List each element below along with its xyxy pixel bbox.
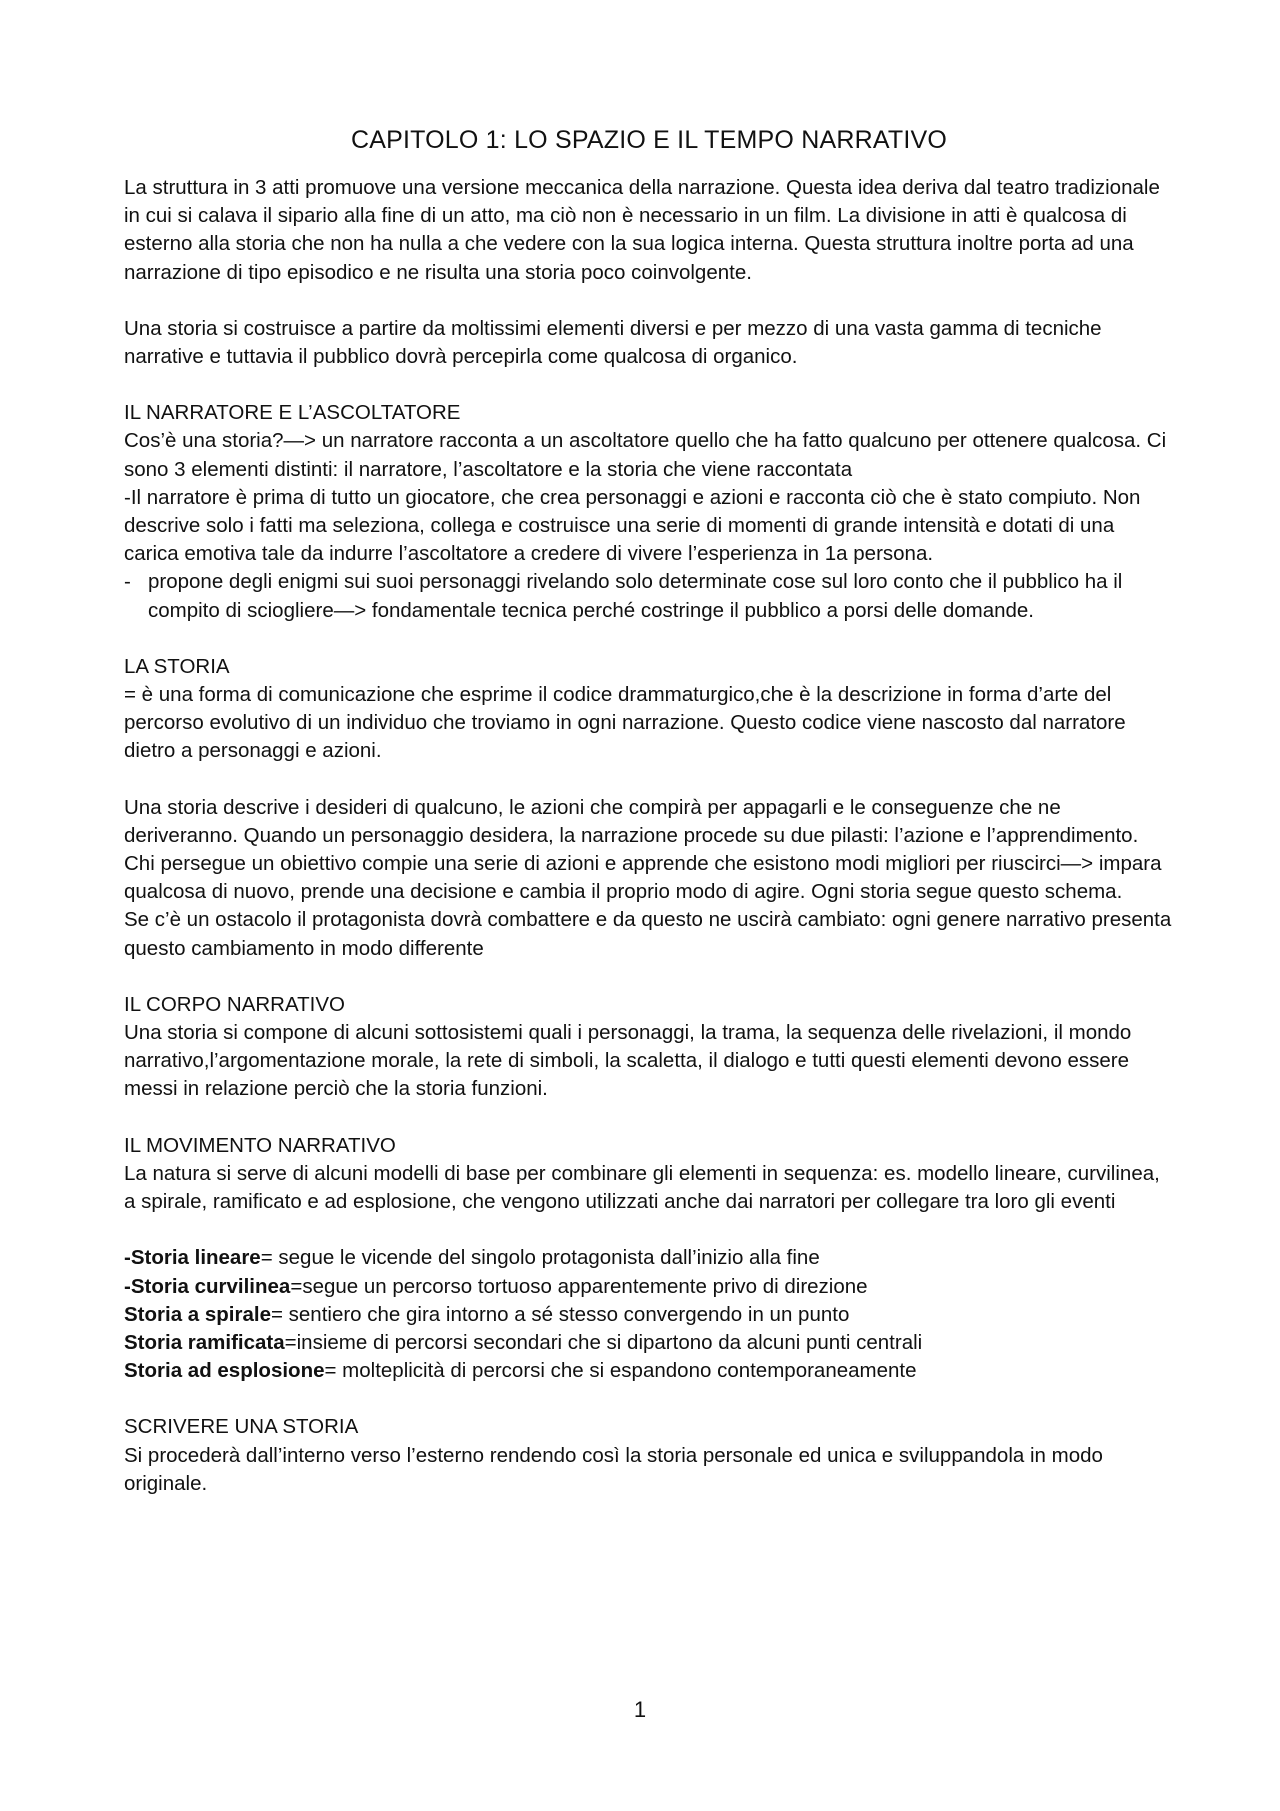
narratore-bullet-list	[124, 568, 1174, 624]
storia-paragraph-2: Una storia descrive i desideri di qualcuno, le azioni che compirà per appagarli e le conseguenze che ne deriveranno. Quando un personaggio desidera, la narrazione procede su due pilasti: l’azione e l’apprendimento. Chi persegue un obiettivo compie una serie di azioni e apprende che esistono modi migliori per riuscirci—> impara qualcosa di nuovo, prende una decisione e cambia il proprio modo di agire. Ogni storia segue questo schema.	[124, 795, 1162, 904]
chapter-title: CAPITOLO 1: LO SPAZIO E IL TEMPO NARRATIVO	[350, 126, 948, 154]
story-type-term: Storia a spirale	[124, 1302, 271, 1326]
narratore-paragraph-2: -Il narratore è prima di tutto un giocatore, che crea personaggi e azioni e racconta ciò che è stato compiuto. Non descrive solo i fatti ma seleziona, collega e costruisce una serie di momenti di grande intensità e dotati di una carica emotiva tale da indurre l’ascoltatore a credere di vivere l’esperienza in 1a persona.	[124, 485, 1141, 566]
document-page	[124, 124, 1174, 1526]
section-storia-continued	[124, 794, 1174, 963]
story-type-esplosione	[124, 1357, 1174, 1385]
storia-paragraph-1: = è una forma di comunicazione che esprime il codice drammaturgico,che è la descrizione in forma d’arte del percorso evolutivo di un individuo che troviamo in ogni narrazione. Questo codice viene nascosto dal narratore dietro a personaggi e azioni.	[124, 683, 1126, 763]
intro-paragraph-1: La struttura in 3 atti promuove una versione meccanica della narrazione. Questa idea deriva dal teatro tradizionale in cui si calava il sipario alla fine di un atto, ma ciò non è necessario in un film. La divisione in atti è qualcosa di esterno alla storia che non ha nulla a che vedere con la sua logica interna. Questa struttura inoltre porta ad una narrazione di tipo episodico e ne risulta una storia poco coinvolgente.	[124, 176, 1160, 284]
story-type-ramificata	[124, 1329, 1174, 1357]
storia-paragraph-3: Se c’è un ostacolo il protagonista dovrà combattere e da questo ne uscirà cambiato: ogni genere narrativo presenta questo cambiamento in modo differente	[124, 908, 1172, 960]
section-heading-storia: LA STORIA	[124, 654, 230, 678]
story-type-term: Storia ad esplosione	[124, 1359, 325, 1383]
section-heading-movimento: IL MOVIMENTO NARRATIVO	[124, 1133, 396, 1157]
story-type-lineare	[124, 1244, 1174, 1272]
scrivere-paragraph-1: Si procederà dall’interno verso l’esterno rendendo così la storia personale ed unica e sviluppandola in modo originale.	[124, 1443, 1103, 1495]
story-type-spirale	[124, 1301, 1174, 1329]
narratore-paragraph-1: Cos’è una storia?—> un narratore racconta a un ascoltatore quello che ha fatto qualcuno per ottenere qualcosa. Ci sono 3 elementi distinti: il narratore, l’ascoltatore e la storia che viene raccontata	[124, 429, 1167, 481]
story-type-term: -Storia curvilinea	[124, 1274, 291, 1298]
story-type-description: =segue un percorso tortuoso apparentemente privo di direzione	[290, 1274, 868, 1298]
narratore-bullet-item: - propone degli enigmi sui suoi personaggi rivelando solo determinate cose sul loro conto che il pubblico ha il compito di sciogliere—> fondamentale tecnica perché costringe il pubblico a porsi delle domande.	[124, 568, 1174, 624]
page-number: 1	[633, 1697, 647, 1722]
section-scrivere	[124, 1413, 1174, 1498]
section-heading-narratore: IL NARRATORE E L’ASCOLTATORE	[124, 401, 461, 425]
movimento-paragraph-1: La natura si serve di alcuni modelli di base per combinare gli elementi in sequenza: es. modello lineare, curvilinea, a spirale, ramificato e ad esplosione, che vengono utilizzati anche dai narratori per collegare tra loro gli eventi	[124, 1161, 1160, 1214]
section-corpo	[124, 991, 1174, 1104]
section-storia	[124, 653, 1174, 766]
corpo-paragraph-1: Una storia si compone di alcuni sottosistemi quali i personaggi, la trama, la sequenza delle rivelazioni, il mondo narrativo,l’argomentazione morale, la rete di simboli, la scaletta, il dialogo e tutti questi elementi devono essere messi in relazione perciò che la storia funzioni.	[124, 1021, 1132, 1101]
story-type-description: = sentiero che gira intorno a sé stesso convergendo in un punto	[270, 1302, 850, 1326]
story-type-curvilinea	[124, 1273, 1174, 1301]
section-heading-scrivere: SCRIVERE UNA STORIA	[124, 1415, 359, 1439]
story-types-list	[124, 1244, 1174, 1385]
story-type-term: -Storia lineare	[124, 1246, 261, 1270]
intro-paragraph-2: Una storia si costruisce a partire da moltissimi elementi diversi e per mezzo di una vasta gamma di tecniche narrative e tuttavia il pubblico dovrà percepirla come qualcosa di organico.	[124, 316, 1102, 369]
story-type-term: Storia ramificata	[124, 1330, 285, 1354]
section-movimento	[124, 1132, 1174, 1217]
story-type-description: = segue le vicende del singolo protagonista dall’inizio alla fine	[260, 1246, 820, 1270]
story-type-description: =insieme di percorsi secondari che si dipartono da alcuni punti centrali	[284, 1330, 923, 1354]
section-heading-corpo: IL CORPO NARRATIVO	[124, 992, 345, 1016]
section-narratore	[124, 399, 1174, 625]
story-type-description: = molteplicità di percorsi che si espandono contemporaneamente	[324, 1359, 917, 1383]
